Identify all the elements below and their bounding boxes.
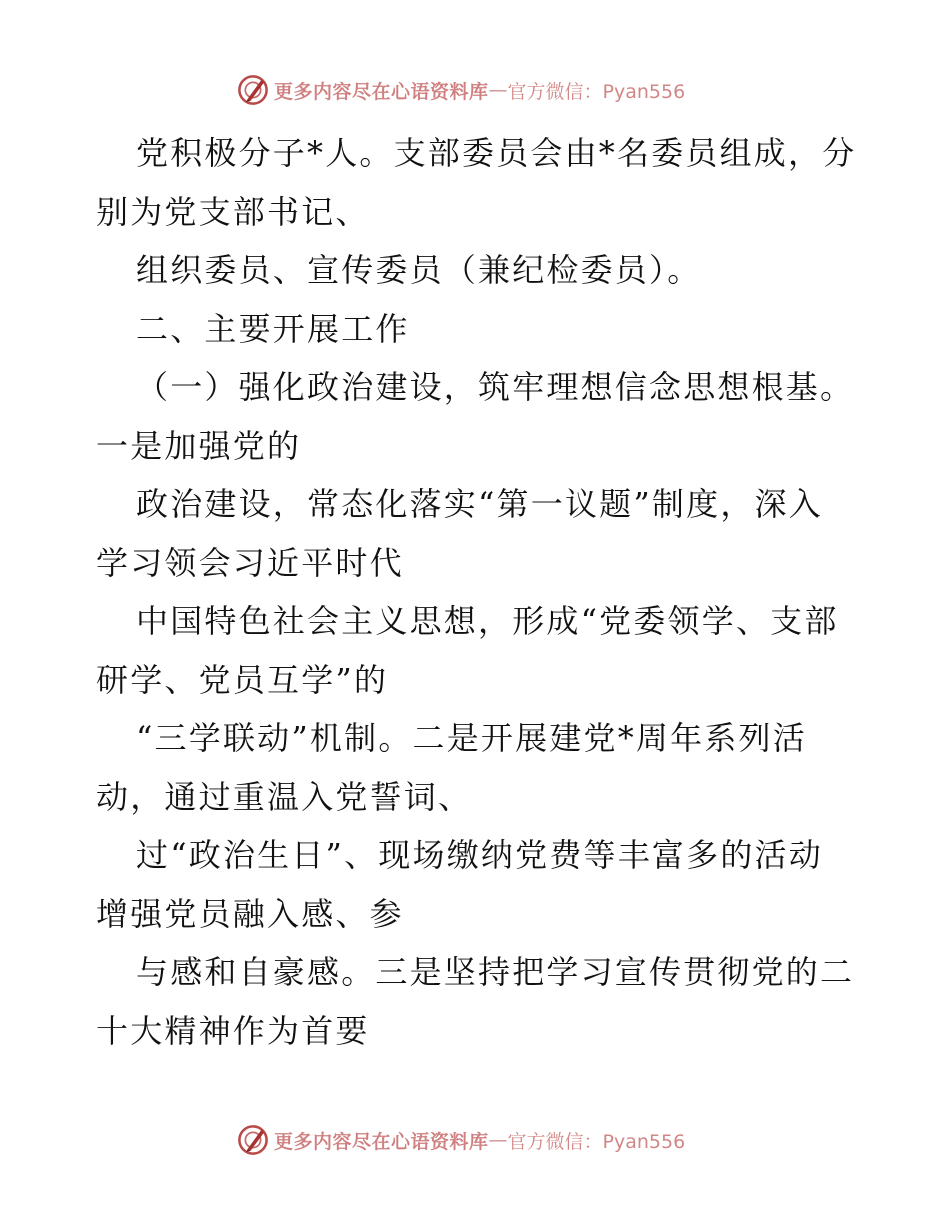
- paragraph-line: 别为党支部书记、: [96, 192, 370, 231]
- paragraph-line: 与感和自豪感。三是坚持把学习宣传贯彻党的二: [136, 953, 855, 991]
- paragraph-line: 增强党员融入感、参: [96, 894, 404, 933]
- paragraph-line: 中国特色社会主义思想，形成“党委领学、支部: [136, 602, 839, 640]
- paragraph-line: 动，通过重温入党誓词、: [96, 777, 473, 816]
- paragraph-line: “三学联动”机制。二是开展建党*周年系列活: [136, 719, 807, 757]
- pen-logo-icon: [236, 73, 270, 107]
- paragraph-line: 组织委员、宣传委员（兼纪检委员）。: [136, 251, 702, 289]
- watermark-brand-text: 更多内容尽在心语资料库: [274, 80, 489, 103]
- watermark-contact-text: 官方微信：Pyan556: [507, 80, 686, 103]
- watermark-footer: [236, 1120, 685, 1160]
- document-body: [96, 124, 856, 1060]
- watermark-brand-text: 更多内容尽在心语资料库: [274, 1130, 489, 1153]
- paragraph-line: 党积极分子*人。支部委员会由*名委员组成，分: [136, 134, 856, 172]
- subsection-heading: （一）强化政治建设，筑牢理想信念思想根基。: [136, 368, 855, 406]
- watermark-separator: —: [488, 1129, 508, 1151]
- pen-logo-icon: [236, 1123, 270, 1157]
- paragraph-line: 过“政治生日”、现场缴纳党费等丰富多的活动: [136, 836, 823, 874]
- watermark-header: [236, 70, 685, 110]
- paragraph-line: 十大精神作为首要: [96, 1011, 370, 1050]
- section-heading: 二、主要开展工作: [136, 309, 410, 348]
- paragraph-line: 一是加强党的: [96, 426, 302, 465]
- watermark-separator: —: [488, 79, 508, 101]
- watermark-contact-text: 官方微信：Pyan556: [507, 1130, 686, 1153]
- paragraph-line: 政治建设，常态化落实“第一议题”制度，深入: [136, 485, 823, 523]
- paragraph-line: 学习领会习近平时代: [96, 543, 404, 582]
- paragraph-line: 研学、党员互学”的: [96, 660, 389, 699]
